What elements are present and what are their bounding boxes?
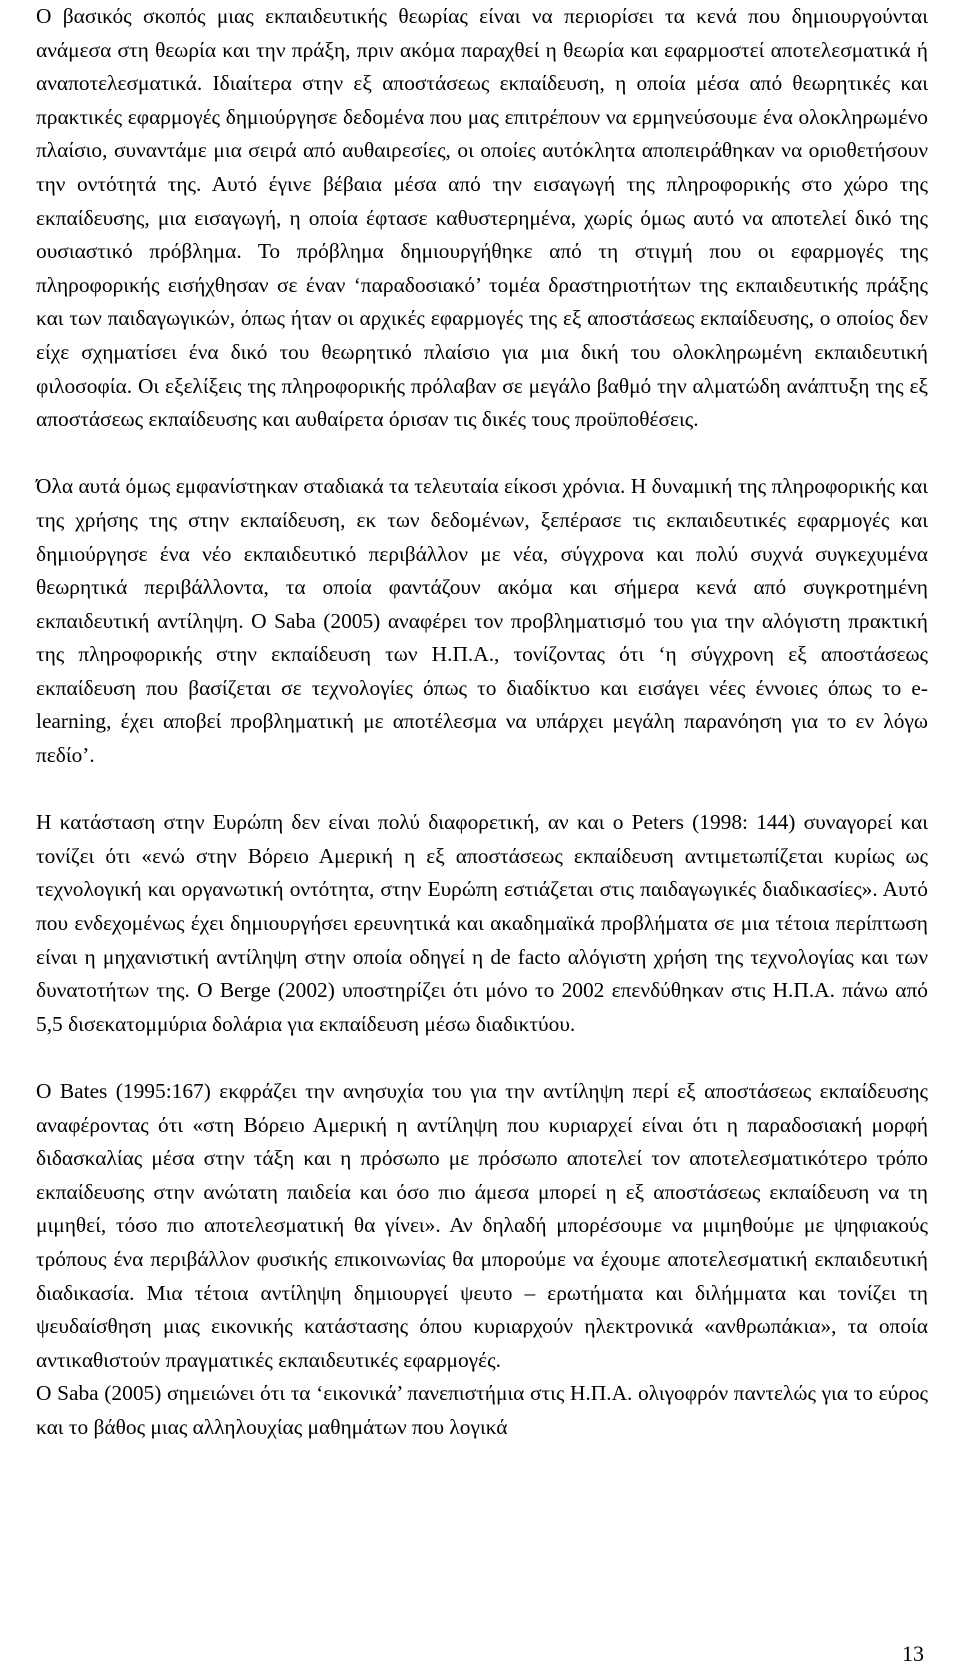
paragraph-spacer: [36, 437, 928, 471]
paragraph-spacer: [36, 1041, 928, 1075]
paragraph-4: Ο Bates (1995:167) εκφράζει την ανησυχία του για την αντίληψη περί εξ αποστάσεως εκπαίδευσης αναφέροντας ότι «στη Βόρειο Αμερική η αντίληψη που κυριαρχεί είναι ότι η παραδοσιακή μορφή διδασκαλίας μέσα στην τάξη και η πρόσωπο με πρόσωπο αποτελεί τον αποτελεσματικότερο τρόπο εκπαίδευσης στην ανώτατη παιδεία και όσο πιο άμεσα μπορεί η εξ αποστάσεως εκπαίδευση να τη μιμηθεί, τόσο πιο αποτελεσματική θα γίνει». Αν δηλαδή μπορέσουμε να μιμηθούμε με ψηφιακούς τρόπους ένα περιβάλλον φυσικής επικοινωνίας θα μπορούμε να έχουμε αποτελεσματική εκπαιδευτική διαδικασία. Μια τέτοια αντίληψη δημιουργεί ψευτο – ερωτήματα και διλήμματα και τονίζει τη ψευδαίσθηση μιας εικονικής κατάστασης όπου κυριαρχούν ηλεκτρονικά «ανθρωπάκια», τα οποία αντικαθιστούν πραγματικές εκπαιδευτικές εφαρμογές.: [36, 1079, 928, 1372]
paragraph-1: Ο βασικός σκοπός μιας εκπαιδευτικής θεωρίας είναι να περιορίσει τα κενά που δημιουργούνται ανάμεσα στη θεωρία και την πράξη, πριν ακόμα παραχθεί η θεωρία και εφαρμοστεί αποτελεσματικά ή αναποτελεσματικά. Ιδιαίτερα στην εξ αποστάσεως εκπαίδευση, η οποία μέσα από θεωρητικές και πρακτικές εφαρμογές δημιούργησε δεδομένα που μας επιτρέπουν να ερμηνεύσουμε ένα ολοκληρωμένο πλαίσιο, συναντάμε μια σειρά από αυθαιρεσίες, οι οποίες αυτόκλητα αποπειράθηκαν να οριοθετήσουν την οντότητά της. Αυτό έγινε βέβαια μέσα από την εισαγωγή της πληροφορικής στο χώρο της εκπαίδευσης, μια εισαγωγή, η οποία έφτασε καθυστερημένα, χωρίς όμως αυτό να αποτελεί δικό της ουσιαστικό πρόβλημα. Το πρόβλημα δημιουργήθηκε από τη στιγμή που οι εφαρμογές της πληροφορικής εισήχθησαν σε έναν ‘παραδοσιακό’ τομέα δραστηριοτήτων της εκπαιδευτικής πράξης και των παιδαγωγικών, όπως ήταν οι αρχικές εφαρμογές της εξ αποστάσεως εκπαίδευσης, ο οποίος δεν είχε σχηματίσει ένα δικό του θεωρητικό πλαίσιο για μια δική του ολοκληρωμένη εκπαιδευτική φιλοσοφία. Οι εξελίξεις της πληροφορικής πρόλαβαν σε μεγάλο βαθμό την αλματώδη ανάπτυξη της εξ αποστάσεως εκπαίδευσης και αυθαίρετα όρισαν τις δικές τους προϋποθέσεις.: [36, 4, 928, 432]
paragraph-5: Ο Saba (2005) σημειώνει ότι τα ‘εικονικά’ πανεπιστήμια στις Η.Π.Α. ολιγοφρόν παντελώς για το εύρος και το βάθος μιας αλληλουχίας μαθημάτων που λογικά: [36, 1381, 928, 1439]
page-number: 13: [902, 1641, 924, 1666]
document-page: [36, 0, 928, 1445]
paragraph-2: Όλα αυτά όμως εμφανίστηκαν σταδιακά τα τελευταία είκοσι χρόνια. Η δυναμική της πληροφορικής και της χρήσης της στην εκπαίδευση, εκ των δεδομένων, ξεπέρασε τις εκπαιδευτικές εφαρμογές και δημιούργησε ένα νέο εκπαιδευτικό περιβάλλον με νέα, σύγχρονα και πολύ συχνά συγκεχυμένα θεωρητικά περιβάλλοντα, τα οποία φαντάζουν ακόμα και σήμερα κενά από συγκροτημένη εκπαιδευτική αντίληψη. Ο Saba (2005) αναφέρει τον προβληματισμό του για την αλόγιστη πρακτική της πληροφορικής στην εκπαίδευση των Η.Π.Α., τονίζοντας ότι ‘η σύγχρονη εξ αποστάσεως εκπαίδευση που βασίζεται σε τεχνολογίες όπως το διαδίκτυο και εισάγει νέες έννοιες όπως το e-learning, έχει αποβεί προβληματική με αποτέλεσμα να υπάρχει μεγάλη παρανόηση για το εν λόγω πεδίο’.: [36, 474, 928, 768]
paragraph-spacer: [36, 773, 928, 807]
paragraph-3: Η κατάσταση στην Ευρώπη δεν είναι πολύ διαφορετική, αν και ο Peters (1998: 144) συναγορεί και τονίζει ότι «ενώ στην Βόρειο Αμερική η εξ αποστάσεως εκπαίδευση αντιμετωπίζεται κυρίως ως τεχνολογική και οργανωτική οντότητα, στην Ευρώπη εστιάζεται στις παιδαγωγικές διαδικασίες». Αυτό που ενδεχομένως έχει δημιουργήσει ερευνητικά και ακαδημαϊκά προβλήματα σε μια τέτοια περίπτωση είναι η μηχανιστική αντίληψη στην οποία οδηγεί η de facto αλόγιστη χρήση της τεχνολογίας και των δυνατοτήτων της. Ο Berge (2002) υποστηρίζει ότι μόνο το 2002 επενδύθηκαν στις Η.Π.Α. πάνω από 5,5 δισεκατομμύρια δολάρια για εκπαίδευση μέσω διαδικτύου.: [36, 810, 928, 1036]
